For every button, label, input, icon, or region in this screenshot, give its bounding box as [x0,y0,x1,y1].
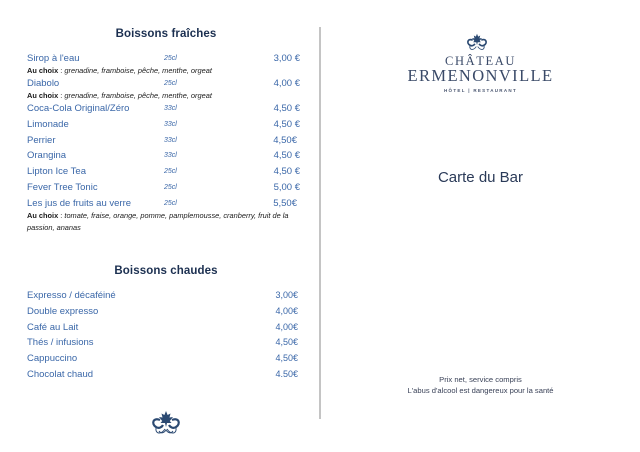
item-volume: 25cl [164,55,177,62]
menu-item [27,103,300,117]
item-price: 4,50€ [275,337,298,347]
item-name: Perrier [27,135,56,146]
brand-tagline: HÔTEL | RESTAURANT [444,88,517,93]
item-price: 4.50€ [275,369,298,379]
item-price: 5,00 € [273,182,300,193]
item-price: 4,50€ [273,135,297,146]
menu-item [27,150,300,164]
note-text: tomate, fraise, orange, pomme, pamplemousse, cranberry, fruit de la passion, ananas [27,211,289,232]
item-volume: 25cl [164,184,177,191]
menu-item [27,119,300,133]
section-title-hot-drinks: Boissons chaudes [114,265,218,277]
menu-item [27,182,300,196]
menu-item [27,306,300,320]
item-price: 5,50€ [273,198,297,209]
item-name: Les jus de fruits au verre [27,198,132,209]
note-text: grenadine, framboise, pêche, menthe, orgeat [64,66,212,75]
item-volume: 33cl [164,137,177,144]
item-price: 4,50€ [275,353,298,363]
item-name: Double expresso [27,306,99,317]
menu-item [27,135,300,149]
item-name: Lipton Ice Tea [27,166,86,177]
item-price: 4,50 € [273,103,300,114]
section-title-cold-drinks: Boissons fraîches [115,28,217,40]
menu-item [27,353,300,367]
item-name: Sirop à l'eau [27,53,80,64]
item-name: Café au Lait [27,322,79,333]
menu-item [27,337,300,351]
footer-alcohol-warning: L'abus d'alcool est dangereux pour la santé [407,386,554,395]
item-price: 4,50 € [273,150,300,161]
item-name: Cappuccino [27,353,78,364]
fleur-emblem-icon [150,410,182,438]
item-name: Fever Tree Tonic [27,182,98,193]
footer-price-note: Prix net, service compris [439,375,522,384]
item-name: Expresso / décaféiné [27,290,116,301]
menu-item [27,322,300,336]
item-price: 4,50 € [273,166,300,177]
chateau-logo-emblem-icon [465,33,489,53]
item-price: 3,00€ [275,290,298,300]
item-options-note: Au choix : grenadine, framboise, pêche, menthe, orgeat [27,66,212,75]
item-name: Orangina [27,150,67,161]
item-name: Limonade [27,119,69,130]
item-name: Thés / infusions [27,337,94,348]
note-label: Au choix [27,66,59,75]
item-volume: 33cl [164,152,177,159]
item-volume: 33cl [164,121,177,128]
item-price: 4,00€ [275,306,298,316]
item-price: 4,00€ [275,322,298,332]
item-price: 4,50 € [273,119,300,130]
brand-name-line1: CHÂTEAU [445,54,516,68]
item-volume: 25cl [164,168,177,175]
item-options-note: Au choix : grenadine, framboise, pêche, menthe, orgeat [27,91,212,100]
note-label: Au choix [27,91,59,100]
item-name: Diabolo [27,78,60,89]
menu-item [27,369,300,383]
note-label: Au choix [27,211,59,220]
item-volume: 25cl [164,80,177,87]
item-volume: 33cl [164,105,177,112]
item-volume: 25cl [164,200,177,207]
item-price: 3,00 € [273,53,300,64]
note-text: grenadine, framboise, pêche, menthe, orgeat [64,91,212,100]
brand-name-line2: ERMENONVILLE [407,66,554,85]
item-name: Coca-Cola Original/Zéro [27,103,130,114]
menu-cover-page [321,0,640,452]
menu-item [27,290,300,304]
item-options-note: Au choix : tomate, fraise, orange, pomme, pamplemousse, cranberry, fruit de la passion, ananas [27,211,289,232]
item-price: 4,00 € [273,78,300,89]
menu-title: Carte du Bar [437,169,524,186]
menu-item [27,166,300,180]
item-name: Chocolat chaud [27,369,94,380]
